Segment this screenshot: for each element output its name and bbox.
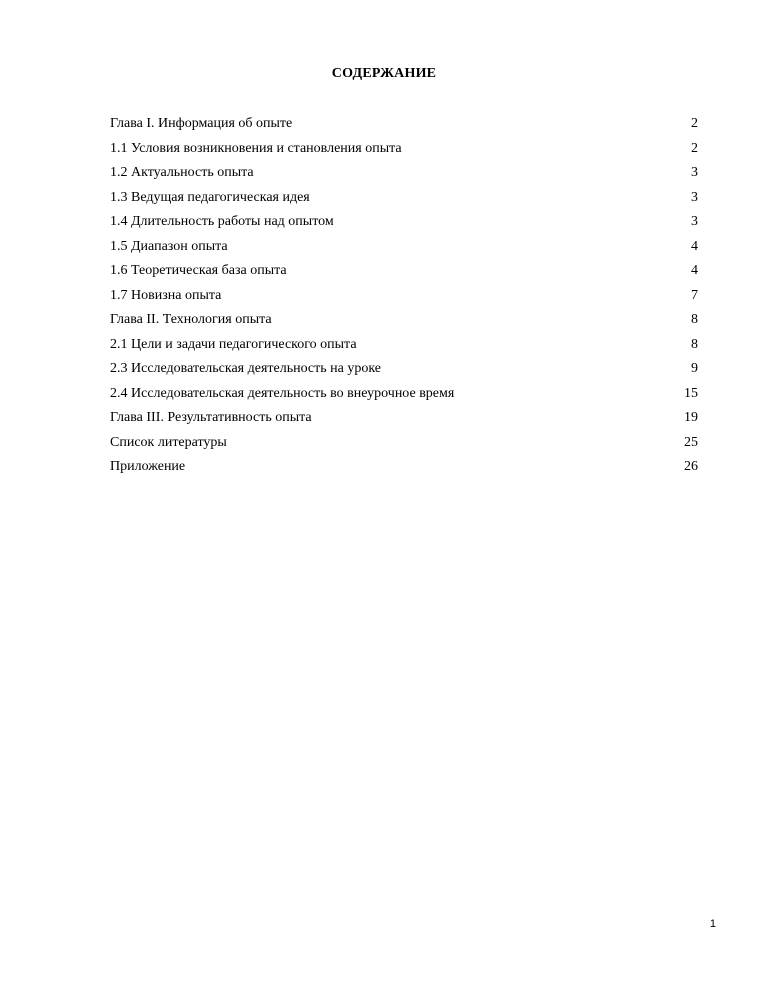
toc-entry-label: Приложение bbox=[110, 459, 186, 474]
footer-page-number: 1 bbox=[709, 918, 716, 930]
toc-entry-page: 4 bbox=[691, 263, 698, 278]
toc-entry-label: 1.6 Теоретическая база опыта bbox=[110, 263, 287, 278]
toc-entry-label: 1.7 Новизна опыта bbox=[110, 287, 222, 303]
toc-entry-page: 8 bbox=[691, 312, 698, 327]
toc-entry bbox=[110, 140, 700, 165]
toc-entry-label: 1.3 Ведущая педагогическая идея bbox=[110, 189, 310, 205]
toc-entry bbox=[110, 238, 700, 263]
toc-entry-page: 8 bbox=[691, 336, 698, 352]
toc-entry-label: 2.3 Исследовательская деятельность на уроке bbox=[110, 361, 382, 376]
toc-entry-label: 1.4 Длительность работы над опытом bbox=[110, 214, 334, 229]
toc-entry-page: 2 bbox=[691, 116, 698, 131]
toc-entry-label: 1.1 Условия возникновения и становления опыта bbox=[110, 140, 402, 156]
toc-entry-page: 4 bbox=[691, 238, 698, 254]
toc-entry-page: 15 bbox=[684, 385, 698, 401]
toc-entry-label: 1.2 Актуальность опыта bbox=[110, 165, 254, 180]
toc-entry-page: 3 bbox=[691, 214, 698, 229]
toc-entry-label: Глава I. Информация об опыте bbox=[110, 116, 293, 131]
toc-entry bbox=[110, 262, 700, 287]
toc-entry bbox=[110, 287, 700, 312]
toc-entry-page: 25 bbox=[684, 434, 698, 450]
toc-entry-page: 3 bbox=[691, 189, 698, 205]
toc-entry-label: 2.4 Исследовательская деятельность во внеурочное время bbox=[110, 385, 455, 401]
toc-entry bbox=[110, 458, 700, 483]
toc-entry bbox=[110, 213, 700, 238]
toc-entry bbox=[110, 189, 700, 214]
toc-entry-label: Глава II. Технология опыта bbox=[110, 312, 272, 327]
toc-entry-label: Глава III. Результативность опыта bbox=[110, 410, 312, 425]
toc-entry-label: 2.1 Цели и задачи педагогического опыта bbox=[110, 336, 357, 352]
toc-entry-label: 1.5 Диапазон опыта bbox=[110, 238, 228, 254]
toc-entry-page: 2 bbox=[691, 140, 698, 156]
toc-entry-page: 19 bbox=[684, 410, 698, 425]
toc-entry bbox=[110, 115, 700, 140]
toc-entry-page: 9 bbox=[691, 361, 698, 376]
toc-entry bbox=[110, 360, 700, 385]
toc-entry-page: 3 bbox=[691, 165, 698, 180]
toc-entry bbox=[110, 164, 700, 189]
toc-entry bbox=[110, 385, 700, 410]
toc-entry bbox=[110, 336, 700, 361]
toc-entry-label: Список литературы bbox=[110, 434, 227, 450]
toc-title: СОДЕРЖАНИЕ bbox=[331, 66, 437, 81]
table-of-contents bbox=[110, 115, 700, 483]
toc-entry bbox=[110, 434, 700, 459]
toc-entry bbox=[110, 409, 700, 434]
toc-entry-page: 26 bbox=[684, 459, 698, 474]
toc-entry bbox=[110, 311, 700, 336]
toc-entry-page: 7 bbox=[691, 287, 698, 303]
